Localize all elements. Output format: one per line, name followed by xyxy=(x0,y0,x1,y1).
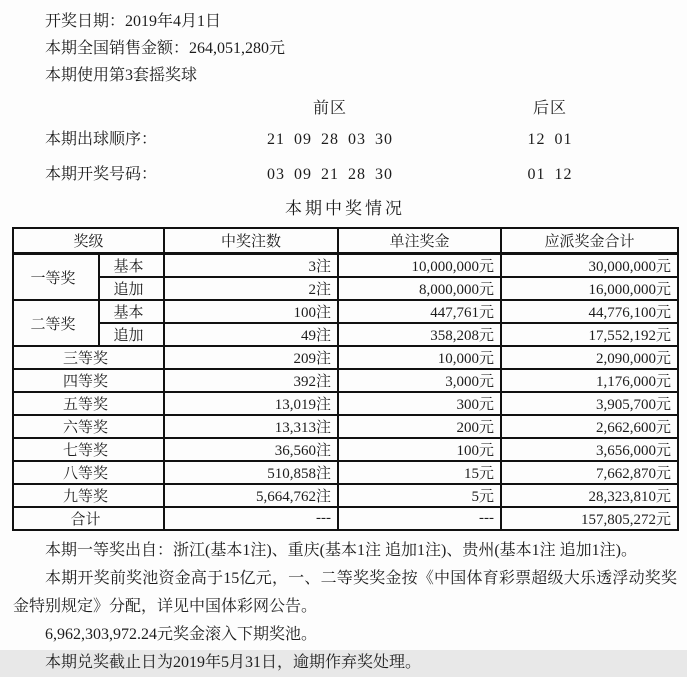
sales-amount-line: 本期全国销售金额：264,051,280元 xyxy=(45,40,286,57)
table-row xyxy=(13,323,678,346)
prize-count: 209注 xyxy=(164,346,338,369)
prize-count: 100注 xyxy=(164,300,338,323)
prize-level: 一等奖 xyxy=(13,254,99,301)
prize-count: 510,858注 xyxy=(164,461,338,484)
prize-total: 28,323,810元 xyxy=(501,484,678,507)
prize-table xyxy=(12,227,679,531)
prize-single: 300元 xyxy=(338,392,501,415)
prize-type: 基本 xyxy=(99,254,164,278)
prize-single: 10,000元 xyxy=(338,346,501,369)
prize-level: 二等奖 xyxy=(13,300,99,346)
prize-total: 3,656,000元 xyxy=(501,438,678,461)
prize-table-header-row xyxy=(13,228,678,254)
prize-level: 八等奖 xyxy=(13,461,164,484)
ball-order-front-numbers: 21 09 28 03 30 xyxy=(267,131,393,148)
prize-level: 四等奖 xyxy=(13,369,164,392)
prize-level: 七等奖 xyxy=(13,438,164,461)
prize-total: 7,662,870元 xyxy=(501,461,678,484)
prize-total: 16,000,000元 xyxy=(501,277,678,300)
table-row xyxy=(13,369,678,392)
table-row xyxy=(13,346,678,369)
prize-total: 44,776,100元 xyxy=(501,300,678,323)
prize-total: 3,905,700元 xyxy=(501,392,678,415)
draw-date-line: 开奖日期：2019年4月1日 xyxy=(45,13,222,30)
header-total-prize: 应派奖金合计 xyxy=(501,228,678,254)
prize-total: 17,552,192元 xyxy=(501,323,678,346)
prize-single: 5元 xyxy=(338,484,501,507)
prize-level: 三等奖 xyxy=(13,346,164,369)
front-zone-label: 前区 xyxy=(312,100,347,117)
prize-type: 追加 xyxy=(99,323,164,346)
prize-count: 49注 xyxy=(164,323,338,346)
prize-level-total: 合计 xyxy=(13,507,164,530)
prize-count: 2注 xyxy=(164,277,338,300)
winning-numbers-row xyxy=(13,166,677,184)
table-row xyxy=(13,461,678,484)
prize-single: 15元 xyxy=(338,461,501,484)
zone-header-row xyxy=(13,100,677,118)
winning-back-numbers: 01 12 xyxy=(527,166,573,183)
table-row xyxy=(13,415,678,438)
prize-total: 30,000,000元 xyxy=(501,254,678,278)
prize-level: 六等奖 xyxy=(13,415,164,438)
table-row-total xyxy=(13,507,678,530)
prize-count: 13,313注 xyxy=(164,415,338,438)
back-zone-label: 后区 xyxy=(532,100,567,117)
prize-type: 基本 xyxy=(99,300,164,323)
ball-order-row xyxy=(13,131,677,149)
prize-single: 200元 xyxy=(338,415,501,438)
note-pool-rule: 本期开奖前奖池资金高于15亿元，一、二等奖奖金按《中国体育彩票超级大乐透浮动奖奖金特别规定》分配，详见中国体彩网公告。 xyxy=(13,570,677,615)
table-row xyxy=(13,277,678,300)
prize-single: 3,000元 xyxy=(338,369,501,392)
header-level: 奖级 xyxy=(13,228,164,254)
prize-level: 九等奖 xyxy=(13,484,164,507)
note-rollover: 6,962,303,972.24元奖金滚入下期奖池。 xyxy=(45,626,318,643)
winning-numbers-label: 本期开奖号码： xyxy=(45,166,158,183)
header-single-prize: 单注奖金 xyxy=(338,228,501,254)
prize-single: --- xyxy=(338,507,501,530)
prize-total: 2,662,600元 xyxy=(501,415,678,438)
table-row xyxy=(13,300,678,323)
winning-front-numbers: 03 09 21 28 30 xyxy=(267,166,393,183)
header-count: 中奖注数 xyxy=(164,228,338,254)
prize-count: 392注 xyxy=(164,369,338,392)
ball-order-back-numbers: 12 01 xyxy=(527,131,573,148)
ball-order-label: 本期出球顺序： xyxy=(45,131,158,148)
note-first-prize-origin: 本期一等奖出自：浙江(基本1注)、重庆(基本1注 追加1注)、贵州(基本1注 追加1注)。 xyxy=(45,542,637,559)
prize-count: 13,019注 xyxy=(164,392,338,415)
table-row xyxy=(13,254,678,278)
prize-table-title: 本期中奖情况 xyxy=(285,199,405,218)
prize-total: 1,176,000元 xyxy=(501,369,678,392)
note-deadline: 本期兑奖截止日为2019年5月31日，逾期作弃奖处理。 xyxy=(45,654,422,671)
ball-set-line: 本期使用第3套摇奖球 xyxy=(45,67,198,84)
prize-total: 2,090,000元 xyxy=(501,346,678,369)
prize-single: 358,208元 xyxy=(338,323,501,346)
prize-count: 5,664,762注 xyxy=(164,484,338,507)
prize-count: 3注 xyxy=(164,254,338,278)
prize-single: 10,000,000元 xyxy=(338,254,501,278)
prize-single: 100元 xyxy=(338,438,501,461)
prize-total: 157,805,272元 xyxy=(501,507,678,530)
table-row xyxy=(13,392,678,415)
prize-single: 447,761元 xyxy=(338,300,501,323)
prize-type: 追加 xyxy=(99,277,164,300)
prize-level: 五等奖 xyxy=(13,392,164,415)
prize-count: 36,560注 xyxy=(164,438,338,461)
prize-single: 8,000,000元 xyxy=(338,277,501,300)
table-row xyxy=(13,484,678,507)
table-row xyxy=(13,438,678,461)
prize-count: --- xyxy=(164,507,338,530)
